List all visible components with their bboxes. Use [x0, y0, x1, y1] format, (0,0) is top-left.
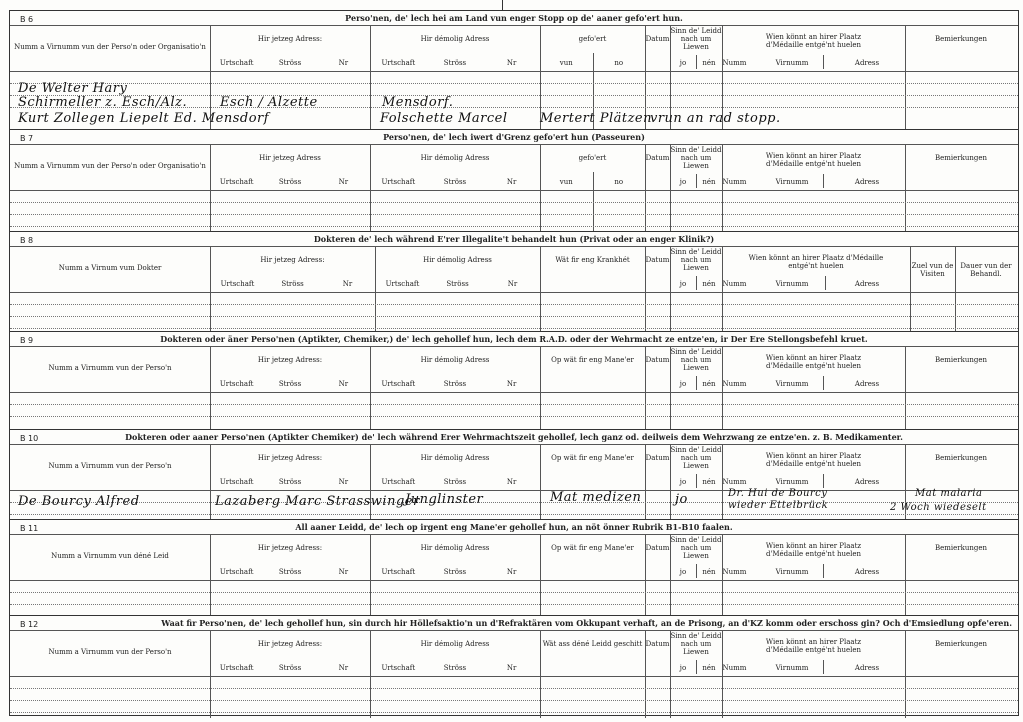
street-subheader: Ströss: [278, 380, 302, 388]
row-line: [10, 292, 1018, 293]
section-b6: [10, 11, 1018, 129]
name-column-header: Numm a Virnumm vun der Perso'n: [48, 648, 172, 656]
column-divider: [955, 246, 956, 332]
handwritten-entry: De Welter Hary: [18, 81, 128, 96]
middle-column-header: Op wät fir eng Mane'er: [551, 544, 634, 552]
medal-recipient-header: Wien könnt an hirer Plaatz d'Médaille entgé'nt huelen: [765, 452, 862, 468]
number-subheader: Nr: [506, 664, 517, 672]
column-divider: [823, 174, 824, 188]
no-subheader: nén: [702, 380, 716, 388]
alive-column-header: Sinn de' Leidd nach um Liewen: [670, 536, 722, 560]
dotted-row-line: [10, 214, 1018, 215]
row-line: [10, 534, 1018, 535]
handwritten-entry: Esch / Alzette: [220, 95, 318, 110]
to-subheader: no: [614, 59, 624, 67]
date-column-header: Datum: [645, 640, 670, 648]
medal-recipient-header: Wien könnt an hirer Plaatz d'Médaille entgé'nt huelen: [765, 152, 862, 168]
no-subheader: nén: [702, 568, 716, 576]
row-line: [10, 190, 1018, 191]
handwritten-entry: vrun an rad stopp.: [650, 111, 781, 126]
middle-column-header: Wät fir eng Krankhét: [555, 256, 630, 264]
form-sheet: [9, 10, 1019, 716]
current-address-header: Hir jetzeg Adress:: [257, 35, 323, 43]
name-column-header: Numm a Virnumm vun déné Leid: [51, 552, 169, 560]
dotted-row-line: [10, 316, 1018, 317]
town-subheader: Urtschaft: [220, 280, 255, 288]
handwritten-entry: Lazaberg Marc Strasswinger: [215, 494, 420, 509]
medal-recipient-header: Wien könnt an hirer Plaatz d'Médaille entgé'nt huelen: [765, 33, 862, 49]
no-subheader: nén: [702, 59, 716, 67]
alive-column-header: Sinn de' Leidd nach um Liewen: [670, 446, 722, 470]
street-subheader: Ströss: [443, 59, 467, 67]
column-divider: [823, 660, 824, 674]
former-address-header: Hir démolig Adress: [420, 35, 490, 43]
section-b10: [10, 429, 1018, 519]
street-subheader: Ströss: [278, 568, 302, 576]
from-subheader: vun: [559, 178, 573, 186]
town-subheader: Urtschaft: [381, 568, 416, 576]
yes-subheader: jo: [679, 664, 687, 672]
section-b8: [10, 231, 1018, 331]
remarks-column-header: Bemierkungen: [934, 640, 988, 648]
street-subheader: Ströss: [278, 59, 302, 67]
firstname-subheader: Virnumm: [775, 568, 809, 576]
number-subheader: Nr: [506, 568, 517, 576]
row-line: [10, 246, 1018, 247]
town-subheader: Urtschaft: [381, 478, 416, 486]
dotted-row-line: [10, 328, 1018, 329]
number-subheader: Nr: [338, 380, 349, 388]
former-address-header: Hir démolig Adress: [423, 256, 492, 264]
town-subheader: Urtschaft: [219, 59, 254, 67]
town-subheader: Urtschaft: [385, 280, 420, 288]
column-divider: [696, 474, 697, 488]
street-subheader: Ströss: [278, 664, 302, 672]
dotted-row-line: [10, 202, 1018, 203]
yes-subheader: jo: [679, 59, 687, 67]
date-column-header: Datum: [645, 35, 670, 43]
from-subheader: vun: [559, 59, 573, 67]
street-subheader: Ströss: [443, 178, 467, 186]
yes-subheader: jo: [679, 568, 687, 576]
address-subheader: Adress: [854, 664, 880, 672]
row-line: [10, 71, 1018, 72]
town-subheader: Urtschaft: [219, 380, 254, 388]
firstname-subheader: Virnumm: [775, 178, 809, 186]
dotted-row-line: [10, 514, 1018, 515]
no-subheader: nén: [702, 280, 716, 288]
dotted-row-line: [10, 700, 1018, 701]
column-divider: [823, 376, 824, 390]
number-subheader: Nr: [506, 59, 517, 67]
town-subheader: Urtschaft: [219, 568, 254, 576]
medal-recipient-header: Wien könnt an hirer Plaatz d'Médaille entgé'nt huelen: [765, 542, 862, 558]
handwritten-entry: Folschette Marcel: [380, 111, 508, 126]
former-address-header: Hir démolig Adress: [420, 640, 490, 648]
middle-column-header: Wät ass déné Leidd geschitt: [542, 640, 643, 648]
column-divider: [823, 564, 824, 578]
section-code: B 10: [20, 434, 39, 443]
column-divider: [825, 276, 826, 290]
number-subheader: Nr: [338, 59, 349, 67]
street-subheader: Ströss: [443, 478, 467, 486]
date-column-header: Datum: [645, 356, 670, 364]
section-title: Perso'nen, de' lech iwert d'Grenz gefo'ert hun (Passeuren): [383, 132, 645, 142]
column-divider: [823, 474, 824, 488]
former-address-header: Hir démolig Adress: [420, 454, 490, 462]
street-subheader: Ströss: [281, 280, 304, 288]
remarks-column-header: Bemierkungen: [934, 356, 988, 364]
dotted-row-line: [10, 502, 1018, 503]
number-subheader: Nr: [338, 568, 349, 576]
column-divider: [910, 246, 911, 332]
address-subheader: Adress: [854, 568, 880, 576]
current-address-header: Hir jetzeg Adress: [259, 154, 321, 162]
section-title: Waat fir Perso'nen, de' lech gehollef hun, sin durch hir Höllefsaktio'n un d'Refraktären vom Okkupant verhaft, an de Prisong, an d'KZ komm oder erschoss gin? Och d'Emsiedlung opfe'eren.: [161, 618, 1012, 628]
dotted-row-line: [10, 404, 1018, 405]
row-line: [10, 346, 1018, 347]
firstname-subheader: Virnumm: [775, 478, 809, 486]
handwritten-entry: Schirmeller z. Esch/Alz.: [18, 95, 188, 110]
address-subheader: Adress: [854, 280, 880, 288]
alive-column-header: Sinn de' Leidd nach um Liewen: [670, 632, 722, 656]
dotted-row-line: [10, 416, 1018, 417]
date-column-header: Datum: [645, 544, 670, 552]
handwritten-entry: 2 Woch wiedeselt: [890, 502, 987, 513]
number-subheader: Nr: [507, 280, 518, 288]
section-b7: [10, 129, 1018, 231]
to-subheader: no: [614, 178, 624, 186]
street-subheader: Ströss: [278, 178, 302, 186]
handwritten-entry: Mertert Plätzen: [540, 111, 653, 126]
row-line: [10, 676, 1018, 677]
row-line: [10, 490, 1018, 491]
surname-subheader: Numm: [722, 280, 747, 288]
town-subheader: Urtschaft: [381, 178, 416, 186]
alive-column-header: Sinn de' Leidd nach um Liewen: [670, 27, 722, 51]
section-code: B 9: [20, 336, 34, 345]
dotted-row-line: [10, 304, 1018, 305]
column-divider: [823, 55, 824, 69]
surname-subheader: Numm: [722, 478, 747, 486]
former-address-header: Hir démolig Adress: [420, 154, 490, 162]
number-subheader: Nr: [342, 280, 353, 288]
handwritten-entry: Junglinster: [405, 492, 484, 507]
section-title: Perso'nen, de' lech hei am Land vun enger Stopp op de' aaner gefo'ert hun.: [345, 13, 683, 23]
section-b12: [10, 615, 1018, 717]
medal-recipient-header: Wien könnt an hirer Plaatz d'Médaille entgé'nt huelen: [748, 254, 884, 270]
remarks-column-header: Bemierkungen: [934, 35, 988, 43]
section-code: B 11: [20, 524, 39, 533]
column-divider: [696, 564, 697, 578]
street-subheader: Ströss: [278, 478, 302, 486]
section-code: B 6: [20, 15, 34, 24]
address-subheader: Adress: [854, 380, 880, 388]
section-b9: [10, 331, 1018, 429]
street-subheader: Ströss: [446, 280, 469, 288]
dotted-row-line: [10, 688, 1018, 689]
visits-column-header: Zuel vun de Visiten: [911, 262, 954, 278]
address-subheader: Adress: [854, 478, 880, 486]
duration-column-header: Dauer vun der Behandl.: [960, 262, 1012, 278]
middle-column-header: Op wät fir eng Mane'er: [551, 356, 634, 364]
section-title: Dokteren oder äner Perso'nen (Aptikter, Chemiker,) de' lech gehollef hun, lech dem R.A.D. oder der Wehrmacht ze entze'en, ir Der Ere Stellongsbefehl kruet.: [160, 334, 868, 344]
no-subheader: nén: [702, 664, 716, 672]
number-subheader: Nr: [506, 380, 517, 388]
street-subheader: Ströss: [443, 664, 467, 672]
current-address-header: Hir jetzeg Adress:: [260, 256, 325, 264]
section-title: Dokteren de' lech während E'rer Illegalite't behandelt hun (Privat oder an enger Klinik?): [313, 234, 715, 244]
middle-column-header: Op wät fir eng Mane'er: [551, 454, 634, 462]
number-subheader: Nr: [506, 478, 517, 486]
number-subheader: Nr: [506, 178, 517, 186]
date-column-header: Datum: [645, 256, 670, 264]
medal-recipient-header: Wien könnt an hirer Plaatz d'Médaille entgé'nt huelen: [765, 354, 862, 370]
town-subheader: Urtschaft: [219, 664, 254, 672]
street-subheader: Ströss: [443, 568, 467, 576]
former-address-header: Hir démolig Adress: [420, 356, 490, 364]
dotted-row-line: [10, 592, 1018, 593]
column-divider: [696, 276, 697, 290]
row-line: [10, 144, 1018, 145]
name-column-header: Numm a Virnum vum Dokter: [58, 264, 162, 272]
section-title: Dokteren oder aaner Perso'nen (Aptikter Chemiker) de' lech während Erer Wehrmachtszeit gehollef, lech ganz od. deilweis dem Wehrzwang ze entze'en. z. B. Medikamenter.: [125, 432, 903, 442]
remarks-column-header: Bemierkungen: [934, 454, 988, 462]
surname-subheader: Numm: [722, 178, 747, 186]
name-column-header: Numm a Virnumm vun der Perso'n oder Organisatio'n: [14, 43, 206, 51]
section-code: B 7: [20, 134, 34, 143]
handwritten-entry: Kurt Zollegen Liepelt Ed. Mensdorf: [18, 111, 270, 126]
date-column-header: Datum: [645, 154, 670, 162]
current-address-header: Hir jetzeg Adress:: [257, 356, 323, 364]
street-subheader: Ströss: [443, 380, 467, 388]
yes-subheader: jo: [679, 280, 687, 288]
column-divider: [696, 376, 697, 390]
town-subheader: Urtschaft: [219, 478, 254, 486]
handwritten-entry: Dr. Hui de Bourcy: [728, 488, 828, 499]
row-line: [10, 25, 1018, 26]
town-subheader: Urtschaft: [219, 178, 254, 186]
surname-subheader: Numm: [722, 59, 747, 67]
current-address-header: Hir jetzeg Adress:: [257, 454, 323, 462]
surname-subheader: Numm: [722, 380, 747, 388]
middle-column-header: gefo'ert: [578, 35, 607, 43]
middle-column-header: gefo'ert: [578, 154, 607, 162]
firstname-subheader: Virnumm: [775, 664, 809, 672]
column-divider: [696, 174, 697, 188]
remarks-column-header: Bemierkungen: [934, 544, 988, 552]
row-line: [10, 580, 1018, 581]
yes-subheader: jo: [679, 380, 687, 388]
top-tick-mark: [502, 0, 503, 10]
date-column-header: Datum: [645, 454, 670, 462]
alive-column-header: Sinn de' Leidd nach um Liewen: [670, 248, 722, 272]
section-b11: [10, 519, 1018, 615]
handwritten-entry: Mat malaria: [915, 488, 983, 499]
current-address-header: Hir jetzeg Adress:: [257, 544, 323, 552]
number-subheader: Nr: [338, 478, 349, 486]
dotted-row-line: [10, 83, 1018, 84]
surname-subheader: Numm: [722, 568, 747, 576]
dotted-row-line: [10, 226, 1018, 227]
firstname-subheader: Virnumm: [775, 280, 809, 288]
handwritten-entry: Mat medizen: [550, 490, 642, 505]
handwritten-entry: De Bourcy Alfred: [18, 494, 140, 509]
address-subheader: Adress: [854, 178, 880, 186]
handwritten-entry: Mensdorf.: [382, 95, 454, 110]
name-column-header: Numm a Virnumm vun der Perso'n: [48, 462, 172, 470]
alive-column-header: Sinn de' Leidd nach um Liewen: [670, 146, 722, 170]
firstname-subheader: Virnumm: [775, 380, 809, 388]
town-subheader: Urtschaft: [381, 380, 416, 388]
yes-subheader: jo: [679, 178, 687, 186]
column-divider: [696, 660, 697, 674]
handwritten-entry: jo: [675, 492, 688, 507]
current-address-header: Hir jetzeg Adress:: [257, 640, 323, 648]
name-column-header: Numm a Virnumm vun der Perso'n: [48, 364, 172, 372]
section-code: B 12: [20, 620, 39, 629]
column-divider: [696, 55, 697, 69]
section-title: All aaner Leidd, de' lech op irgent eng Mane'er gehollef hun, an nöt önner Rubrik B1-B10 faalen.: [295, 522, 733, 532]
number-subheader: Nr: [338, 664, 349, 672]
name-column-header: Numm a Virnumm vun der Perso'n oder Organisatio'n: [14, 162, 206, 170]
no-subheader: nén: [702, 178, 716, 186]
town-subheader: Urtschaft: [381, 664, 416, 672]
handwritten-entry: wieder Ettelbrück: [728, 500, 829, 511]
number-subheader: Nr: [338, 178, 349, 186]
row-line: [10, 444, 1018, 445]
town-subheader: Urtschaft: [381, 59, 416, 67]
yes-subheader: jo: [679, 478, 687, 486]
dotted-row-line: [10, 712, 1018, 713]
alive-column-header: Sinn de' Leidd nach um Liewen: [670, 348, 722, 372]
no-subheader: nén: [702, 478, 716, 486]
row-line: [10, 392, 1018, 393]
medal-recipient-header: Wien könnt an hirer Plaatz d'Médaille entgé'nt huelen: [765, 638, 862, 654]
section-code: B 8: [20, 236, 34, 245]
row-line: [10, 630, 1018, 631]
remarks-column-header: Bemierkungen: [934, 154, 988, 162]
former-address-header: Hir démolig Adress: [420, 544, 490, 552]
surname-subheader: Numm: [722, 664, 747, 672]
dotted-row-line: [10, 604, 1018, 605]
address-subheader: Adress: [854, 59, 880, 67]
firstname-subheader: Virnumm: [775, 59, 809, 67]
